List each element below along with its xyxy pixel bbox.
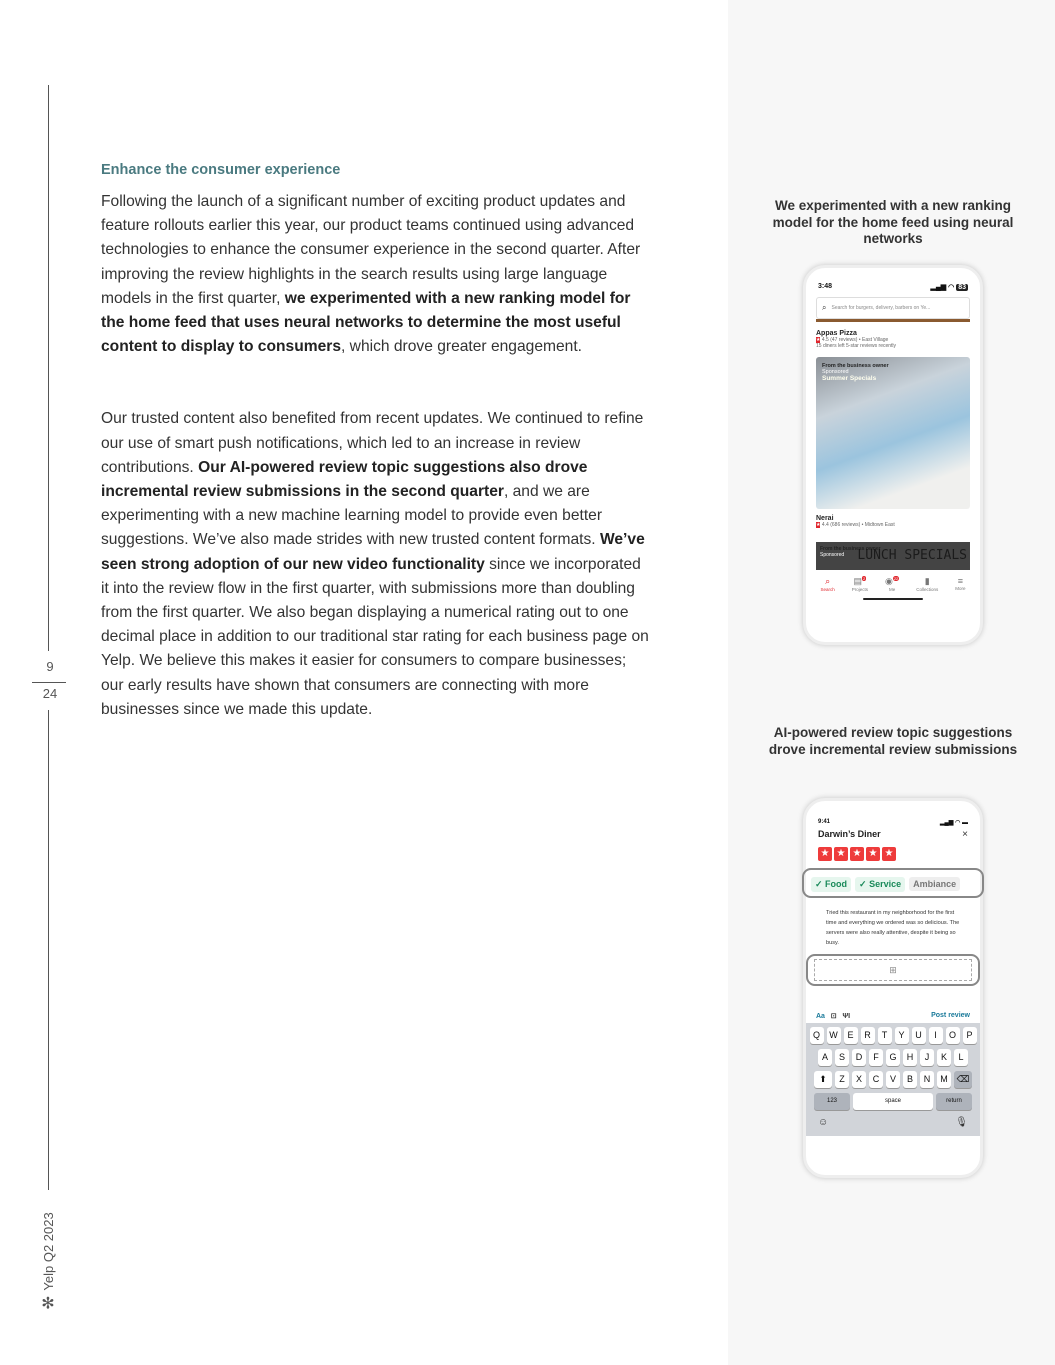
business-name: Darwin’s Diner [818, 829, 881, 839]
tab-projects[interactable]: ▤$^2$ Projects [851, 576, 868, 592]
key[interactable]: Z [835, 1071, 849, 1088]
key[interactable]: Q [810, 1027, 824, 1044]
paragraph-2 [101, 407, 649, 722]
highlight-outline [802, 868, 984, 898]
main-content [101, 162, 649, 770]
review-text[interactable]: Tried this restaurant in my neighborhood for the first time and everything we ordered was so delicious. The servers were also really attentive, despite it being so busy. [826, 910, 960, 946]
microphone-icon[interactable]: 🎙 [955, 1117, 968, 1128]
close-icon[interactable]: × [962, 829, 968, 840]
yelp-burst-icon: ✻ [41, 1295, 55, 1313]
text: , which drove greater engagement. [341, 338, 582, 356]
review-mockup: 9:41 ▂▄▆ ◠ ▬ Darwin’s Diner × ★ ★ ★ ★ ★ ✓ Food ✓ Service Ambiance Tried this restaurant in my neighborhood for the first time and everything we ordered was so delicious. The servers were also really attentive, despite it being so busy. ⊞ Aa ⊡ ΨΙ Post review Q W E R T Y U I O P A S D F G H J K L ⬆ Z X C V B N M ⌫ 123 space return ☺ 🎙 [803, 798, 983, 1178]
post-review-button[interactable]: Post review [931, 1012, 970, 1019]
key[interactable]: B [903, 1071, 917, 1088]
text: Our trusted content also benefited from recent updates. We continued to refine our use of smart push notifications, which led to an increase in review contributions. [101, 410, 644, 476]
key[interactable]: C [869, 1071, 883, 1088]
text: Following the launch of a significant number of exciting product updates and feature rollouts earlier this year, our product teams continued using advanced technologies to enhance the consumer experience in the second quarter. After improving the review highlights in the search results using large language models in the first quarter, [101, 193, 641, 307]
key[interactable]: X [852, 1071, 866, 1088]
key[interactable]: H [903, 1049, 917, 1066]
tab-more[interactable]: ≡ More [955, 576, 966, 591]
key[interactable]: M [937, 1071, 951, 1088]
key[interactable]: F [869, 1049, 883, 1066]
key[interactable]: R [861, 1027, 875, 1044]
business-card[interactable]: Nerai ★ 4.4 (686 reviews) • Midtown East [816, 515, 895, 528]
format-button[interactable]: Aa [816, 1013, 825, 1020]
tab-bar [806, 570, 980, 592]
key[interactable]: E [844, 1027, 858, 1044]
key[interactable]: L [954, 1049, 968, 1066]
figure-panel [728, 0, 1055, 1365]
bold-text: We’ve seen strong adoption of our new video functionality [101, 531, 645, 573]
paragraph-1 [101, 190, 649, 359]
brand-footer [38, 1212, 58, 1313]
page-total: 24 [42, 686, 58, 701]
key[interactable]: W [827, 1027, 841, 1044]
key[interactable]: U [912, 1027, 926, 1044]
page-divider [32, 682, 66, 683]
key[interactable]: T [878, 1027, 892, 1044]
key[interactable]: V [886, 1071, 900, 1088]
text: since we incorporated it into the review flow in the first quarter, with submissions more than doubling from the first quarter. We also began displaying a numerical rating out to one decimal place in addition to our traditional star rating for each business page on Yelp. We believe this makes it easier for consumers to compare businesses; our early results have shown that consumers are connecting with more businesses since we made this update. [101, 555, 649, 718]
business-card[interactable]: Appas Pizza ★ 4.5 (47 reviews) • East Village 15 diners left 5-star reviews recently [816, 330, 897, 349]
status-time: 3:48 [818, 283, 833, 290]
key[interactable]: P [963, 1027, 977, 1044]
space-key[interactable]: space [853, 1093, 933, 1110]
numbers-key[interactable]: 123 [814, 1093, 850, 1110]
tab-me[interactable]: ◉$^{22}$ Me [884, 576, 899, 592]
keyboard-row [808, 1027, 978, 1044]
keyboard-row [808, 1071, 978, 1088]
key[interactable]: O [946, 1027, 960, 1044]
key[interactable]: G [886, 1049, 900, 1066]
bold-text: we experimented with a new ranking model for the home feed that uses neural networks to determine the most useful content to display to consumers [101, 289, 631, 356]
figure1-caption: We experimented with a new ranking model for the home feed using neural networks [772, 198, 1014, 246]
page-number: 9 [46, 659, 54, 674]
key[interactable]: I [929, 1027, 943, 1044]
search-icon: ⌕ [822, 303, 827, 312]
keyboard[interactable] [806, 1023, 980, 1136]
key[interactable]: K [937, 1049, 951, 1066]
add-media-button[interactable] [814, 959, 972, 981]
key[interactable]: N [920, 1071, 934, 1088]
sponsored-ad-image[interactable]: From the business owner Sponsored Summer Specials [816, 357, 970, 509]
key[interactable]: D [852, 1049, 866, 1066]
topic-chip-service[interactable]: ✓ Service [855, 877, 905, 892]
key[interactable]: S [835, 1049, 849, 1066]
tab-search[interactable]: ⌕ Search [820, 576, 835, 592]
status-icons: ▂▄▆ ◠ 83 [930, 284, 966, 291]
sponsored-ad-2[interactable]: From the business owner Sponsored LUNCH SPECIALS [816, 542, 970, 570]
backspace-key[interactable]: ⌫ [954, 1071, 972, 1088]
shift-key[interactable]: ⬆ [814, 1071, 832, 1088]
sidebar-rule-bottom [48, 710, 49, 1190]
topic-chip-food[interactable]: ✓ Food [811, 877, 851, 892]
topic-chip-ambiance[interactable]: Ambiance [909, 877, 960, 891]
text: , and we are experimenting with a new machine learning model to provide even better suggestions. We’ve also made strides with new trusted content formats. [101, 483, 603, 549]
home-feed-mockup [803, 265, 983, 645]
key[interactable]: A [818, 1049, 832, 1066]
bold-text: Our AI-powered review topic suggestions also drove incremental review submissions in the second quarter [101, 458, 588, 501]
key[interactable]: J [920, 1049, 934, 1066]
sidebar-rule-top [48, 85, 49, 651]
return-key[interactable]: return [936, 1093, 972, 1110]
star-rating[interactable]: ★ ★ ★ ★ ★ [806, 840, 980, 864]
key[interactable]: Y [895, 1027, 909, 1044]
tab-collections[interactable]: ▮ Collections [916, 576, 939, 592]
utensils-icon[interactable]: ΨΙ [842, 1013, 851, 1020]
section-title: Enhance the consumer experience [101, 162, 341, 178]
emoji-icon[interactable]: ☺ [818, 1117, 829, 1128]
figure2-caption: AI-powered review topic suggestions drove incremental review submissions [768, 725, 1018, 757]
add-photo-icon: ⊞ [889, 965, 897, 975]
brand-label: Yelp Q2 2023 [40, 1212, 56, 1291]
star-box-icon[interactable]: ⊡ [830, 1013, 837, 1020]
home-indicator [863, 598, 923, 600]
keyboard-row [808, 1049, 978, 1066]
search-bar[interactable]: ⌕ Search for burgers, delivery, barbers on Ye... [816, 297, 970, 319]
